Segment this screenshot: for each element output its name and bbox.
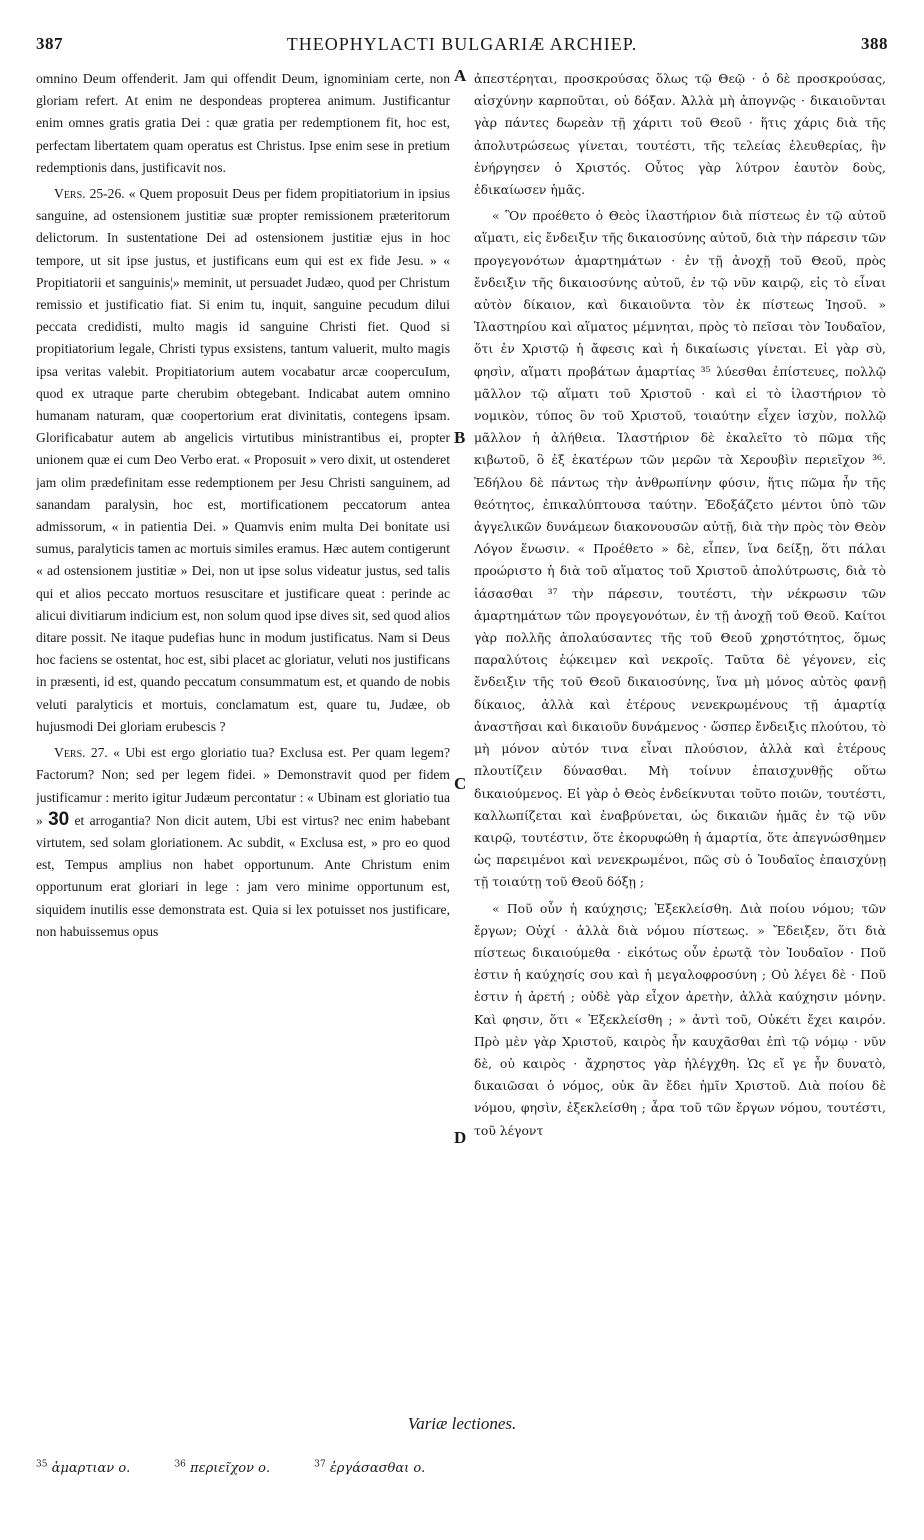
section-marker-c: C xyxy=(454,774,467,793)
greek-paragraph-3: « Ποῦ οὖν ἡ καύχησις; Ἐξεκλείσθη. Διὰ ποίου νόμου; τῶν ἔργων; Οὐχί · ἀλλὰ διὰ νόμου πίστεως. » Ἔδειξεν, ὅτι διὰ πίστεως δικαιούμεθα · εἰκότως οὖν ἐρωτᾷ τὸν Ἰουδαῖον · Ποῦ ἐστιν ἡ καύχησίς σου καὶ ἡ μεγαλοφροσύνη ; Οὐ λέγει δὲ · Ποῦ ἐστιν ἡ ἀρετή ; οὐδὲ γὰρ εἶχον ἀρετὴν, ἀλλὰ καύχησιν μόνην. Καὶ φησιν, ὅτι « Ἐξεκλείσθη ; » ἀντὶ τοῦ, Οὐκέτι ἔχει καιρόν. Πρὸ μὲν γὰρ Χριστοῦ, καιρὸς ἦν καυχᾶσθαι ἐπὶ τῷ νόμῳ · νῦν δὲ, οὐ καιρὸς · ἄχρηστος γὰρ ἠλέγχθη. Ὡς εἴ γε ἦν δυνατὸ, δικαιῶσαι ὁ νόμος, οὐκ ἂν ἔδει ἡμῖν Χριστοῦ. Διὰ ποίου δὲ νόμου, φησὶν, ἐξεκλείσθη ; ἆρα τοῦ τῶν ἔργων νόμου, τουτέστι, τοῦ λέγοντ xyxy=(474,900,886,1138)
greek-paragraph-2: « Ὃν προέθετο ὁ Θεὸς ἱλαστήριον διὰ πίστεως ἐν τῷ αὐτοῦ αἵματι, εἰς ἔνδειξιν τῆς δικαιοσύνης αὐτοῦ, διὰ τὴν πάρεσιν τῶν προγεγονότων ἁμαρτημάτων · ἐν τῇ ἀνοχῇ τοῦ Θεοῦ, πρὸς ἔνδειξιν τῆς δικαιοσύνης αὐτοῦ, ἐν τῷ νῦν καιρῷ, εἰς τὸ εἶναι αὐτὸν δίκαιον, καὶ δικαιοῦντα τὸν ἐκ πίστεως Ἰησοῦ. » Ἱλαστηρίου καὶ αἵματος μέμνηται, πρὸς τὸ πεῖσαι τὸν Ἰουδαῖον, ὅτι ἐν Χριστῷ ἡ ἄφεσις καὶ ἡ δικαίωσις γίνεται. Εἰ γὰρ σὺ, φησὶν, αἵματι προβάτων ἁμαρτίας ³⁵ λύεσθαι ἐπίστευες, πολλῷ μᾶλλον τῷ αἵματι τοῦ Χριστοῦ · καὶ εἰ τὸ ἱλαστήριον τὸ νομικὸν, τύπος ὂν τοῦ Χριστοῦ, τοιαύτην εἶχεν ἰσχὺν, πολλῷ μᾶλλον ἡ ἀλήθεια. Ἱλαστήριον δὲ ἐκαλεῖτο τὸ πῶμα τῆς κιβωτοῦ, ὃ ἐξ ἑκατέρων τῶν μερῶν τὰ Χερουβὶν περιεῖχον ³⁶. Ἐδήλου δὲ πάντως τὴν ἀνθρωπίνην φύσιν, ἥτις πῶμα ἦν τῆς θεότητος, ἐπικαλύπτουσα ταύτην. Ἐδοξάζετο μέντοι ὑπὸ τῶν ἀγγελικῶν δυνάμεων διακονουσῶν αὐτῇ, διὰ τὴν πρὸς τὸν Θεὸν Λόγον ἕνωσιν. « Προέθετο » δὲ, εἶπεν, ἵνα δείξῃ, ὅτι πάλαι προώριστο ἡ διὰ τοῦ αἵματος τοῦ Χριστοῦ ἀπολύτρωσις, διὰ τὸ ἰάσασθαι ³⁷ τὴν πάρεσιν, τουτέστι, τὴν νέκρωσιν τῶν ἁμαρτημάτων τῶν προγεγονότων, ἐν τῇ ἀνοχῇ τοῦ Θεοῦ. Καίτοι γὰρ πολλῆς ἀπολαύσαντες τῆς τοῦ Θεοῦ χρηστότητος, ὅμως παραλύτοις ἐῴκειμεν καὶ νεκροῖς. Ταῦτα δὲ γέγονεν, εἰς ἔνδειξιν τῆς τοῦ Θεοῦ δικαιοσύνης, ἵνα μὴ μόνος αὐτὸς φανῇ δίκαιος, ἀλλὰ καὶ ἑτέρους νενεκρωμένους τῇ ἁμαρτίᾳ ἀναστῆσαι καὶ δικαιοῦν δυνάμενος · ὥσπερ ἔνδειξις πλούτου, τὸ μὴ μόνον αὐτόν τινα εἶναι πλούσιον, ἀλλὰ καὶ ἑτέρους πλουτίζειν δύνασθαι. Μὴ τοίνυν ἐπαισχυνθῇς οὕτω δικαιούμενος. Εἰ γὰρ ὁ Θεὸς ἐνδείκνυται τοῦτο ποιῶν, τουτέστι, καλλωπίζεται καὶ ἐναβρύνεται, ὡς δικαιῶν ἡμᾶς ἐν τῷ νῦν καιρῷ, τουτέστιν, ὅτε ἐκορυφώθη ἡ ἁμαρτία, ὅτε ἀπεγνώσθημεν ὡς παρειμένοι καὶ νενεκρωμένοι, πῶς σὺ ὁ Ἰουδαῖος ἐπαισχύνῃ τῇ τοιαύτῃ τοῦ Θεοῦ δόξῃ ; xyxy=(474,208,886,890)
section-marker-d: D xyxy=(454,1128,467,1147)
footnote-text: ἐργάσασθαι ο. xyxy=(329,1461,426,1477)
verse-label: Vers. 25-26. xyxy=(54,186,125,202)
running-title: THEOPHYLACTI BULGARIÆ ARCHIEP. xyxy=(286,34,638,54)
latin-column xyxy=(36,68,450,1438)
latin-text: et arrogantia? Non dicit autem, Ubi est virtus? nec enim habebant virtutem, sed solam gloriationem. Ac subdit, « Exclusa est, » pro eo quod est, Tempus amplius non habet opportunum. Ante Christum enim opportunum erat gloriari in lege : jam vero minime opportunum est, siquidem inutilis esse demonstrata est. Quia si lex potuisset nos justificare, non habuissemus opus xyxy=(36,812,450,939)
footnote xyxy=(314,1461,425,1476)
page-number-left: 387 xyxy=(36,34,63,53)
footnote xyxy=(36,1461,130,1476)
footnote-number: 35 xyxy=(36,1460,48,1470)
footnote-number: 37 xyxy=(314,1460,326,1470)
variae-lectiones-heading: Variæ lectiones. xyxy=(407,1414,517,1433)
footnote-text: περιεῖχον ο. xyxy=(190,1461,271,1477)
latin-paragraph-2 xyxy=(36,183,450,738)
section-marker-b: B xyxy=(454,428,466,447)
greek-column xyxy=(474,68,886,1438)
latin-paragraph-3 xyxy=(36,742,450,943)
running-header xyxy=(36,34,888,62)
verse-label: Vers. 27. xyxy=(54,745,108,761)
greek-paragraph-1: ἀπεστέρηται, προσκρούσας ὅλως τῷ Θεῷ · ὁ δὲ προσκρούσας, αἰσχύνην καρποῦται, οὐ δόξαν. Ἀλλὰ μὴ ἀπογνῷς · δικαιοῦνται γὰρ πάντες δωρεὰν τῇ χάριτι τοῦ Θεοῦ · ἥτις χάρις διὰ τῆς ἀπολυτρώσεως γίνεται, τουτέστι, τῆς τελείας ἐλευθερίας, ἣν ἐνήργησεν ὁ Χριστός. Οὗτος γὰρ λύτρον ἑαυτὸν δοὺς, ἐδικαίωσεν ἡμᾶς. xyxy=(474,71,886,198)
footnotes xyxy=(36,1460,888,1476)
latin-text: « Quem proposuit Deus per fidem propitiatorium in ipsius sanguine, ad ostensionem justitiæ suæ propter remissionem præteritorum delictorum. In sustentatione Dei ad ostensionem justitiæ ejus in hoc tempore, ut sit ipse justus, et justificans eum qui est ex fide Jesu. » « Propitiatorii et sanguinis¦» meminit, ut persuadet Judæo, quod per Christum remissio et justificatio fiat. Si enim tu, inquit, sanguine pecudum dilui peccata credidisti, multo magis id sanguine Christi fiet. Quod si propitiatorium legale, Christi typus exsistens, tantum valuerit, multo magis ipsa veritas valebit. Propitiatorium autem vocabatur arcæ coopercuIum, quod ex utraque parte cherubim obtegebant. Indicabat autem omnino humanam naturam, quæ coopertorium erat divinitatis, contegens ipsam. Glorificabatur autem ab angelicis virtutibus ministrantibus ei, propter unionem quæ ei cum Deo Verbo erat. « Proposuit » vero dixit, ut ostenderet jam olim prædefinitam esse redemptionem per Jesu Christi sanguinem, ad sanandam paralysin, hoc est, mortificationem peccatorum antea admissorum, « in patientia Dei. » Quamvis enim multa Dei bonitate usi sumus, paralyticis tamen ac mortuis similes eramus. Hæc autem contigerunt « ad ostensionem justitiæ » Dei, non ut ipse solus videatur justus, sed talis qui et alios peccato mortuos resuscitare et justificare queat : perinde ac alicui divitiarum indicium est, non solum quod ipse dives sit, sed quod alios ditare possit. Ne itaque pudefias hunc in modum justificatus. Nam si Deus hoc faciens se ostentat, hoc est, sibi placet ac gloriatur, veluti nos justificans in præsenti, id est, quando peccatum consummatum est, et quando de nobis veluti paralyticis et mortuis, conclamatum est, quare tu, Judæe, ob hujusmodi Dei gloriam erubescis ? xyxy=(36,186,450,734)
section-marker-a: A xyxy=(454,66,467,85)
latin-paragraph-1: omnino Deum offenderit. Jam qui offendit Deum, ignominiam certe, non gloriam refert. At enim ne despondeas propterea animum. Justificantur enim omnes gratis gratia Dei : quæ gratia per redemptionem fit, hoc est, perfectam libertatem quam operatus est Christus. Ipse enim sese in pretium redemptionis dans, justificavit nos. xyxy=(36,71,450,175)
footnote xyxy=(174,1461,270,1476)
footnote-text: ἁμαρτιαν ο. xyxy=(51,1461,131,1477)
column-number: 30 xyxy=(48,808,70,830)
footnote-number: 36 xyxy=(174,1460,186,1470)
page-number-right: 388 xyxy=(861,34,888,53)
latin-text: « Ubi est ergo gloriatio tua? Exclusa est. Per quam legem? Factorum? Non; sed per legem fidei. » Demonstravit quod per fidem justificamur : merito igitur Judæum percontatur : « Ubinam est gloriatio tua » xyxy=(36,745,450,828)
